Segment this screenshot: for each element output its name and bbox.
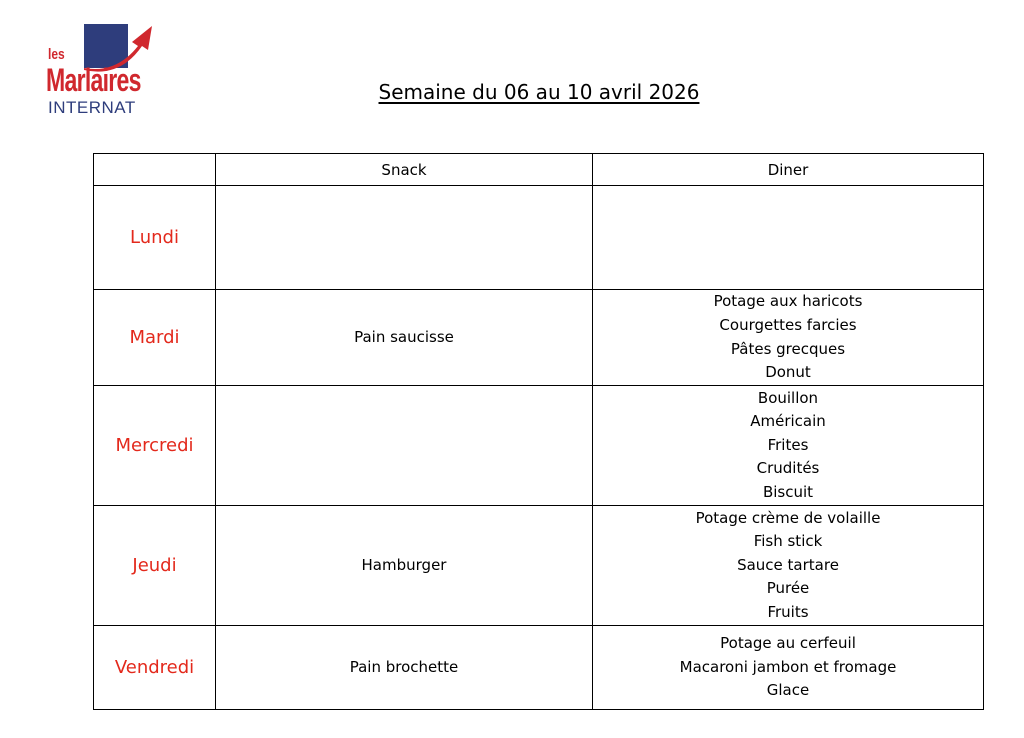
table-row (94, 186, 984, 290)
diner-item: Sauce tartare (737, 555, 839, 574)
snack-cell (216, 626, 593, 710)
page-title: Semaine du 06 au 10 avril 2026 (378, 80, 700, 104)
snack-cell (216, 386, 593, 506)
menu-body (94, 186, 984, 710)
table-row (94, 626, 984, 710)
snack-item: Pain saucisse (354, 327, 454, 346)
diner-item: Donut (765, 363, 811, 382)
day-cell: Mardi (94, 290, 216, 386)
diner-item: Frites (767, 435, 809, 454)
logo-marlaires: Marlaires (46, 62, 141, 98)
table-row (94, 290, 984, 386)
table-row (94, 386, 984, 506)
snack-item: Pain brochette (349, 657, 459, 676)
header-corner (94, 154, 216, 186)
diner-item: Macaroni jambon et fromage (679, 657, 897, 676)
snack-cell (216, 186, 593, 290)
snack-cell (216, 290, 593, 386)
diner-item: Potage au cerfeuil (720, 634, 856, 653)
snack-item: Hamburger (361, 555, 447, 574)
diner-item: Potage crème de volaille (695, 508, 881, 527)
table-row (94, 506, 984, 626)
header-snack: Snack (216, 154, 593, 186)
day-cell: Vendredi (94, 626, 216, 710)
diner-item: Purée (766, 579, 810, 598)
diner-item: Courgettes farcies (719, 315, 857, 334)
diner-item: Bouillon (757, 388, 819, 407)
day-cell: Lundi (94, 186, 216, 290)
diner-cell (593, 186, 984, 290)
day-cell: Mercredi (94, 386, 216, 506)
diner-item: Crudités (756, 459, 820, 478)
snack-cell (216, 506, 593, 626)
logo-les: les (48, 46, 65, 63)
header-diner: Diner (593, 154, 984, 186)
logo (46, 18, 158, 122)
diner-item: Potage aux haricots (713, 292, 863, 311)
diner-item: Glace (766, 681, 810, 700)
diner-item: Biscuit (762, 482, 814, 501)
diner-item: Américain (750, 412, 826, 431)
diner-item: Pâtes grecques (730, 339, 846, 358)
diner-item: Fruits (767, 602, 809, 621)
diner-cell (593, 290, 984, 386)
day-cell: Jeudi (94, 506, 216, 626)
diner-cell (593, 506, 984, 626)
header-row (94, 154, 984, 186)
diner-cell (593, 626, 984, 710)
diner-item: Fish stick (753, 532, 823, 551)
menu-table (93, 153, 984, 710)
diner-cell (593, 386, 984, 506)
logo-internat: INTERNAT (48, 98, 136, 117)
